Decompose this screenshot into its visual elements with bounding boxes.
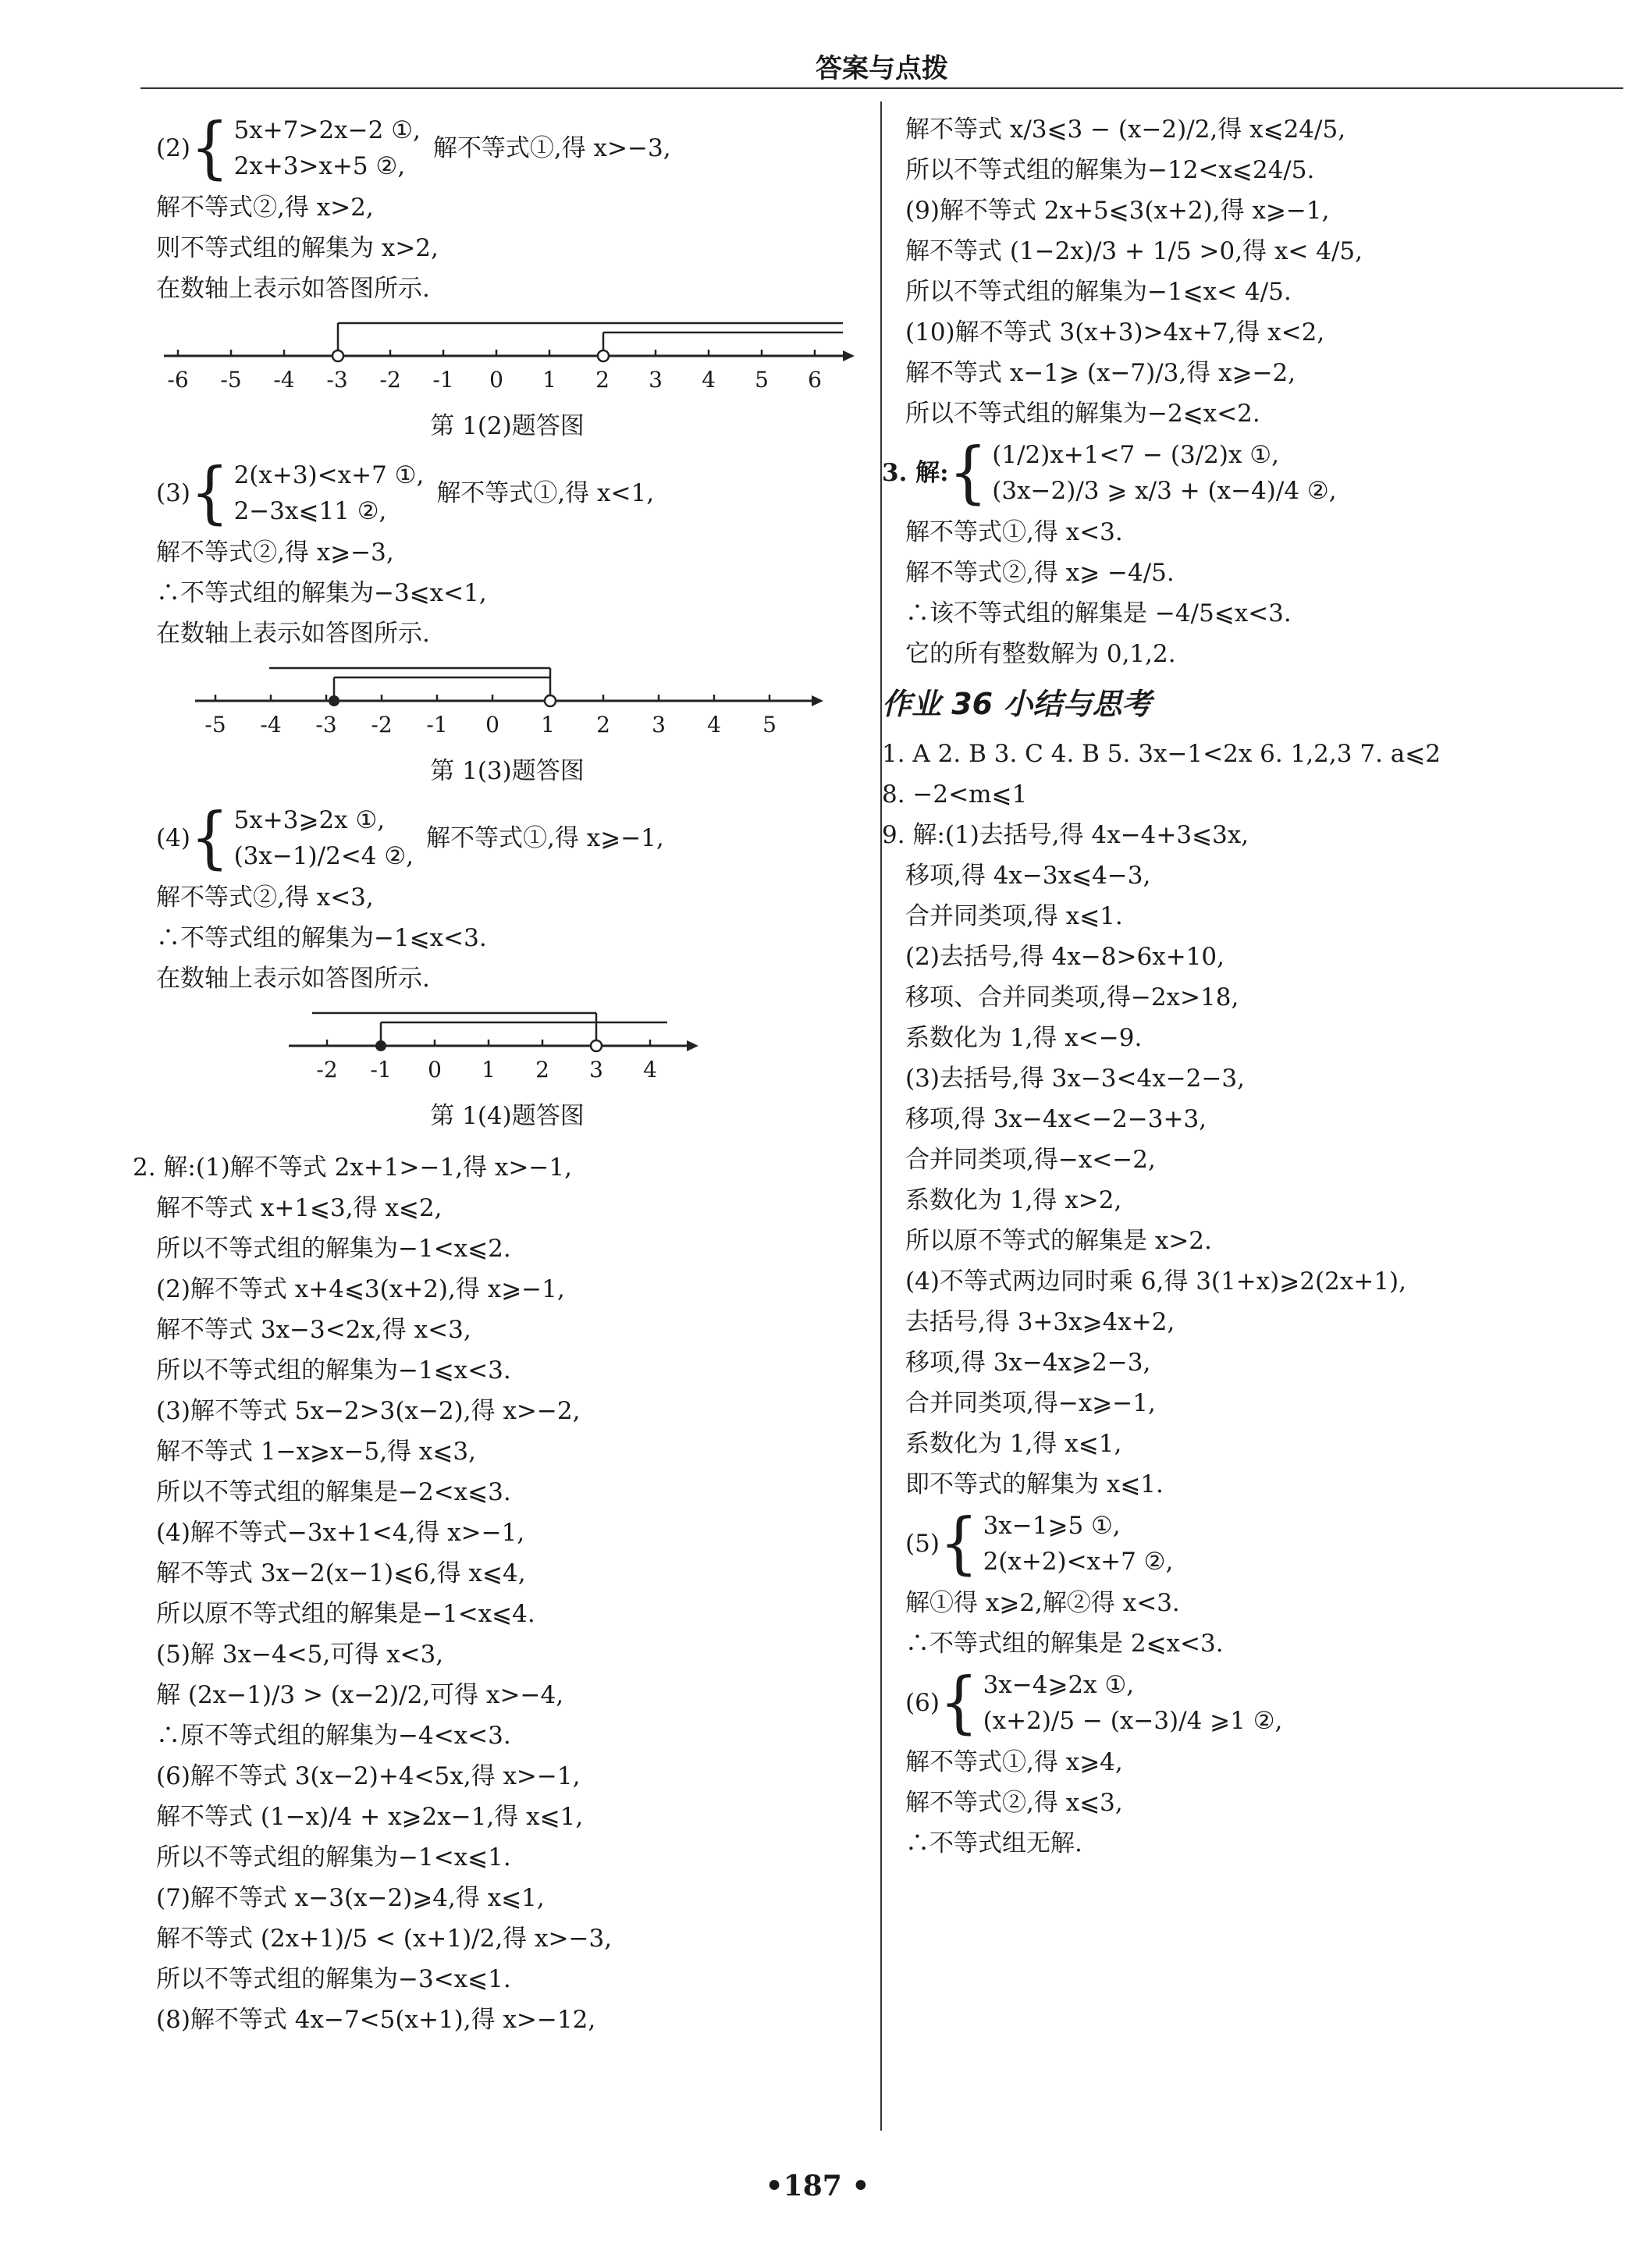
brace-icon: { xyxy=(948,434,988,512)
solution-line: (4)解不等式−3x+1<4,得 x>−1, xyxy=(156,1519,525,1547)
system-line: 3x−1⩾5 ①, xyxy=(983,1512,1121,1540)
brace-icon: { xyxy=(190,109,229,187)
solution-line: 所以不等式组的解集是−2<x⩽3. xyxy=(156,1478,511,1506)
number-line-1-2 xyxy=(156,309,858,395)
solution-line: 解①得 x⩾2,解②得 x<3. xyxy=(905,1589,1180,1617)
problem-2-continued xyxy=(905,109,1608,434)
solution-line: 移项、合并同类项,得−2x>18, xyxy=(905,983,1239,1011)
tick-label: 0 xyxy=(428,1057,442,1082)
solution-line: (8)解不等式 4x−7<5(x+1),得 x>−12, xyxy=(156,2006,596,2034)
solution-line: 所以不等式组的解集为−1⩽x<3. xyxy=(156,1356,511,1385)
solution-line: 在数轴上表示如答图所示. xyxy=(156,965,430,993)
open-point xyxy=(332,350,343,361)
problem-label: (4) xyxy=(156,824,190,852)
solution-line: 即不等式的解集为 x⩽1. xyxy=(905,1470,1164,1498)
solution-line: ∴原不等式组的解集为−4<x<3. xyxy=(156,1722,511,1750)
system-lines xyxy=(983,1508,1174,1580)
tick-label: 1 xyxy=(541,712,555,738)
solution-line: 解不等式②,得 x⩽3, xyxy=(905,1789,1123,1817)
tick-label: 2 xyxy=(595,367,610,393)
solution-line: ∴不等式组无解. xyxy=(905,1829,1082,1857)
problem-label: 3. 解: xyxy=(882,459,949,487)
answer-line: 9. 解:(1)去括号,得 4x−4+3⩽3x, xyxy=(882,821,1249,849)
solution-line: 解不等式 1−x⩾x−5,得 x⩽3, xyxy=(156,1438,476,1466)
solution-line: 所以不等式组的解集为−1<x⩽2. xyxy=(156,1235,511,1263)
solution-line: 系数化为 1,得 x<−9. xyxy=(905,1024,1143,1052)
problem-label: (5) xyxy=(905,1530,940,1558)
column-divider xyxy=(880,101,882,2131)
answer-line: 1. A 2. B 3. C 4. B 5. 3x−1<2x 6. 1,2,3 7. a⩽2 xyxy=(882,740,1441,768)
system-line: 5x+7>2x−2 ①, xyxy=(233,116,421,144)
system-line: 5x+3⩾2x ①, xyxy=(233,806,386,834)
open-point xyxy=(591,1040,602,1051)
system-line: 3x−4⩾2x ①, xyxy=(983,1671,1135,1699)
tick-label: 0 xyxy=(489,367,503,393)
solution-line: 在数轴上表示如答图所示. xyxy=(156,275,430,303)
tick-label: 0 xyxy=(485,712,499,738)
solution-line: 在数轴上表示如答图所示. xyxy=(156,620,430,648)
solution-line: 所以不等式组的解集为−3<x⩽1. xyxy=(156,1965,511,1993)
page-header xyxy=(140,44,1623,89)
system-lines xyxy=(234,457,425,529)
system-line: (x+2)/5 − (x−3)/4 ⩾1 ②, xyxy=(983,1707,1283,1735)
solution-line: 解不等式①,得 x<1, xyxy=(436,479,655,507)
solution-line: (3)去括号,得 3x−3<4x−2−3, xyxy=(905,1065,1245,1093)
tick-label: 2 xyxy=(535,1057,549,1082)
brace-icon: { xyxy=(939,1505,979,1583)
system-line: 2x+3>x+5 ②, xyxy=(233,152,406,180)
solution-line: 所以不等式组的解集为−1⩽x< 4/5. xyxy=(905,278,1292,306)
tick-label: -3 xyxy=(326,367,348,393)
solution-line: 解不等式 (1−2x)/3 + 1/5 >0,得 x< 4/5, xyxy=(905,237,1363,265)
open-point xyxy=(598,350,609,361)
solution-line: ∴不等式组的解集是 2⩽x<3. xyxy=(905,1630,1224,1658)
left-column xyxy=(133,109,858,2040)
solution-line: 解不等式①,得 x⩾−1, xyxy=(426,824,664,852)
solution-line: (7)解不等式 x−3(x−2)⩾4,得 x⩽1, xyxy=(156,1884,545,1912)
problem-label: (3) xyxy=(156,479,190,507)
solution-line: 解不等式 3x−2(x−1)⩽6,得 x⩽4, xyxy=(156,1559,526,1587)
solution-line: (6)解不等式 3(x−2)+4<5x,得 x>−1, xyxy=(156,1762,581,1790)
answers-36 xyxy=(882,734,1608,1505)
solution-line: 移项,得 4x−3x⩽4−3, xyxy=(905,862,1151,890)
solution-line: (2)解不等式 x+4⩽3(x+2),得 x⩾−1, xyxy=(156,1275,565,1303)
solution-line: 2. 解:(1)解不等式 2x+1>−1,得 x>−1, xyxy=(133,1154,572,1182)
tick-label: 3 xyxy=(652,712,666,738)
tick-label: 3 xyxy=(589,1057,603,1082)
system-lines xyxy=(234,802,414,874)
problem-1-2-system xyxy=(156,109,858,187)
tick-label: 4 xyxy=(702,367,716,393)
tick-label: 4 xyxy=(707,712,721,738)
tick-label: 3 xyxy=(649,367,663,393)
problem-9-5-system xyxy=(905,1505,1608,1583)
figure-caption: 第 1(3)题答图 xyxy=(430,757,585,785)
solution-line: 移项,得 3x−4x<−2−3+3, xyxy=(905,1105,1207,1133)
solution-line: 系数化为 1,得 x⩽1, xyxy=(905,1430,1122,1458)
closed-point xyxy=(329,695,339,706)
solution-line: 解 (2x−1)/3 > (x−2)/2,可得 x>−4, xyxy=(156,1681,564,1709)
system-lines xyxy=(992,437,1336,509)
solution-line: 所以不等式组的解集为−12<x⩽24/5. xyxy=(905,156,1315,184)
system-line: 2(x+3)<x+7 ①, xyxy=(233,461,425,489)
tick-label: -2 xyxy=(371,712,393,738)
tick-label: -3 xyxy=(315,712,337,738)
solution-line: 去括号,得 3+3x⩾4x+2, xyxy=(905,1308,1175,1336)
system-line: 2(x+2)<x+7 ②, xyxy=(983,1548,1174,1576)
right-column xyxy=(882,109,1608,1864)
solution-line: (3)解不等式 5x−2>3(x−2),得 x>−2, xyxy=(156,1397,581,1425)
brace-icon: { xyxy=(939,1664,979,1742)
solution-line: 解不等式 x−1⩾ (x−7)/3,得 x⩾−2, xyxy=(905,359,1296,387)
solution-line: (5)解 3x−4<5,可得 x<3, xyxy=(156,1641,444,1669)
tick-label: 2 xyxy=(596,712,610,738)
solution-line: 解不等式②,得 x>2, xyxy=(156,194,374,222)
solution-line: 合并同类项,得 x⩽1. xyxy=(905,902,1123,930)
solution-line: 所以原不等式组的解集是−1<x⩽4. xyxy=(156,1600,535,1628)
solution-line: 合并同类项,得−x⩾−1, xyxy=(905,1389,1156,1417)
solution-line: 解不等式①,得 x>−3, xyxy=(432,134,671,162)
tick-label: 1 xyxy=(542,367,556,393)
solution-line: 解不等式 x+1⩽3,得 x⩽2, xyxy=(156,1194,443,1222)
tick-label: 4 xyxy=(643,1057,657,1082)
tick-label: -5 xyxy=(220,367,242,393)
solution-line: 合并同类项,得−x<−2, xyxy=(905,1146,1156,1174)
solution-line: 解不等式②,得 x<3, xyxy=(156,883,374,912)
problem-2 xyxy=(133,1147,858,2040)
problem-1-3-system xyxy=(156,454,858,532)
number-line-1-4 xyxy=(156,999,858,1085)
system-line: (3x−1)/2<4 ②, xyxy=(233,842,414,870)
tick-label: 5 xyxy=(762,712,777,738)
number-line-1-3 xyxy=(156,654,858,740)
system-line: 2−3x⩽11 ②, xyxy=(233,497,387,525)
brace-icon: { xyxy=(190,799,229,877)
solution-line: 解不等式②,得 x⩾−3, xyxy=(156,539,394,567)
answer-line: 8. −2<m⩽1 xyxy=(882,780,1028,809)
solution-line: (2)去括号,得 4x−8>6x+10, xyxy=(905,943,1224,971)
tick-label: 1 xyxy=(482,1057,496,1082)
solution-line: ∴不等式组的解集为−1⩽x<3. xyxy=(156,924,487,952)
figure-caption: 第 1(2)题答图 xyxy=(430,412,585,440)
figure-caption: 第 1(4)题答图 xyxy=(430,1102,585,1130)
section-title: 作业 36 小结与思考 xyxy=(882,687,1152,721)
solution-line: 解不等式 3x−3<2x,得 x<3, xyxy=(156,1316,471,1344)
closed-point xyxy=(375,1040,386,1051)
tick-label: -4 xyxy=(273,367,295,393)
system-lines xyxy=(234,112,421,184)
problem-1-4-system xyxy=(156,799,858,877)
system-line: (1/2)x+1<7 − (3/2)x ①, xyxy=(992,441,1279,469)
page-number: •187 • xyxy=(765,2170,870,2202)
solution-line: (10)解不等式 3(x+3)>4x+7,得 x<2, xyxy=(905,318,1325,347)
system-lines xyxy=(983,1667,1283,1739)
solution-line: 解不等式 x/3⩽3 − (x−2)/2,得 x⩽24/5, xyxy=(905,116,1346,144)
solution-line: 解不等式①,得 x<3. xyxy=(905,518,1123,546)
tick-label: -1 xyxy=(432,367,454,393)
solution-line: 所以不等式组的解集为−1<x⩽1. xyxy=(156,1843,511,1872)
tick-label: 6 xyxy=(808,367,822,393)
tick-label: 5 xyxy=(755,367,769,393)
tick-label: -1 xyxy=(370,1057,392,1082)
solution-line: (4)不等式两边同时乘 6,得 3(1+x)⩾2(2x+1), xyxy=(905,1267,1406,1296)
solution-line: 系数化为 1,得 x>2, xyxy=(905,1186,1122,1214)
solution-line: 解不等式 (2x+1)/5 < (x+1)/2,得 x>−3, xyxy=(156,1925,613,1953)
tick-label: -1 xyxy=(426,712,448,738)
solution-line: 移项,得 3x−4x⩾2−3, xyxy=(905,1349,1151,1377)
tick-label: -5 xyxy=(204,712,226,738)
problem-9-6-system xyxy=(905,1664,1608,1742)
tick-label: -2 xyxy=(316,1057,338,1082)
problem-label: (6) xyxy=(905,1689,940,1717)
solution-line: 它的所有整数解为 0,1,2. xyxy=(905,640,1176,668)
tick-label: -6 xyxy=(167,367,189,393)
solution-line: (9)解不等式 2x+5⩽3(x+2),得 x⩾−1, xyxy=(905,197,1330,225)
solution-line: 则不等式组的解集为 x>2, xyxy=(156,234,439,262)
solution-line: ∴不等式组的解集为−3⩽x<1, xyxy=(156,579,487,607)
open-point xyxy=(545,695,556,706)
problem-label: (2) xyxy=(156,134,190,162)
system-line: (3x−2)/3 ⩾ x/3 + (x−4)/4 ②, xyxy=(992,477,1337,505)
solution-line: ∴该不等式组的解集是 −4/5⩽x<3. xyxy=(905,599,1292,627)
brace-icon: { xyxy=(190,454,229,532)
solution-line: 所以不等式组的解集为−2⩽x<2. xyxy=(905,400,1260,428)
solution-line: 所以原不等式的解集是 x>2. xyxy=(905,1227,1212,1255)
solution-line: 解不等式 (1−x)/4 + x⩾2x−1,得 x⩽1, xyxy=(156,1803,584,1831)
tick-label: -2 xyxy=(379,367,401,393)
solution-line: 解不等式②,得 x⩾ −4/5. xyxy=(905,559,1175,587)
solution-line: 解不等式①,得 x⩾4, xyxy=(905,1748,1123,1776)
page-title: 答案与点拨 xyxy=(816,53,948,84)
problem-3-system xyxy=(882,434,1608,512)
tick-label: -4 xyxy=(260,712,282,738)
